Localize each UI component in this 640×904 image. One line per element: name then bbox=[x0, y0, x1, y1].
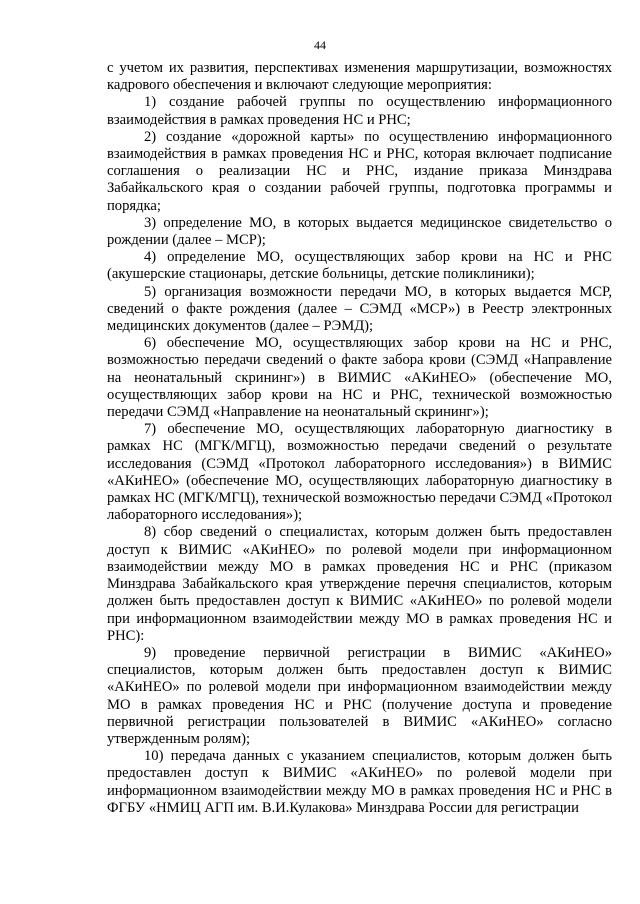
page-number: 44 bbox=[314, 38, 326, 52]
list-item-4: 4) определение МО, осуществляющих забор крови на НС и РНС (акушерские стационары, детские больницы, детские поликлиники); bbox=[107, 249, 612, 283]
list-item-6: 6) обеспечение МО, осуществляющих забор крови на НС и РНС, возможностью передачи сведений о факте забора крови (СЭМД «Направление на неонатальный скрининг») в ВИМИС «АКиНЕО» (обеспечение МО, осуществляющих забор крови на НС и РНС, технической возможностью передачи СЭМД «Направление на неонатальный скрининг»); bbox=[107, 335, 612, 421]
list-item-3: 3) определение МО, в которых выдается медицинское свидетельство о рождении (далее – МСР); bbox=[107, 214, 612, 249]
list-item-8: 8) сбор сведений о специалистах, которым должен быть предоставлен доступ к ВИМИС «АКиНЕО» по ролевой модели при информационном взаимодействии между МО в рамках проведения НС и РНС (приказом Минздрава Забайкальского края утверждение перечня специалистов, которым должен быть предоставлен доступ к ВИМИС «АКиНЕО» по ролевой модели при информационном взаимодействии между МО в рамках проведения НС и РНС): bbox=[107, 524, 612, 644]
list-item-2: 2) создание «дорожной карты» по осуществлению информационного взаимодействия в рамках проведения НС и РНС, которая включает подписание соглашения о реализации НС и РНС, издание приказа Минздрава Забайкальского края о создании рабочей группы, подготовка программы и порядка; bbox=[107, 128, 612, 214]
paragraph-continuation: с учетом их развития, перспективах изменения маршрутизации, возможностях кадрового обеспечения и включают следующие мероприятия: bbox=[107, 60, 612, 94]
list-item-9: 9) проведение первичной регистрации в ВИМИС «АКиНЕО» специалистов, которым должен быть предоставлен доступ к ВИМИС «АКиНЕО» по ролевой модели при информационном взаимодействии между МО в рамках проведения НС и РНС (получение доступа и проведение первичной регистрации пользователей в ВИМИС «АКиНЕО» согласно утвержденным ролям); bbox=[107, 644, 612, 747]
list-item-10: 10) передача данных с указанием специалистов, которым должен быть предоставлен доступ к ВИМИС «АКиНЕО» по ролевой модели при информационном взаимодействии между МО в рамках проведения НС и РНС в ФГБУ «НМИЦ АГП им. В.И.Кулакова» Минздрава России для регистрации bbox=[107, 748, 612, 816]
list-item-7: 7) обеспечение МО, осуществляющих лабораторную диагностику в рамках НС (МГК/МГЦ), возможностью передачи сведений о результате исследования (СЭМД «Протокол лабораторного исследования») в ВИМИС «АКиНЕО» (обеспечение МО, осуществляющих лабораторную диагностику в рамках НС (МГК/МГЦ), технической возможностью передачи СЭМД «Протокол лабораторного исследования»); bbox=[107, 421, 612, 524]
list-item-5: 5) организация возможности передачи МО, в которых выдается МСР, сведений о факте рождения (далее – СЭМД «МСР») в Реестр электронных медицинских документов (далее – РЭМД); bbox=[107, 283, 612, 335]
list-item-1: 1) создание рабочей группы по осуществлению информационного взаимодействия в рамках проведения НС и РНС; bbox=[107, 94, 612, 128]
document-body bbox=[107, 60, 612, 817]
